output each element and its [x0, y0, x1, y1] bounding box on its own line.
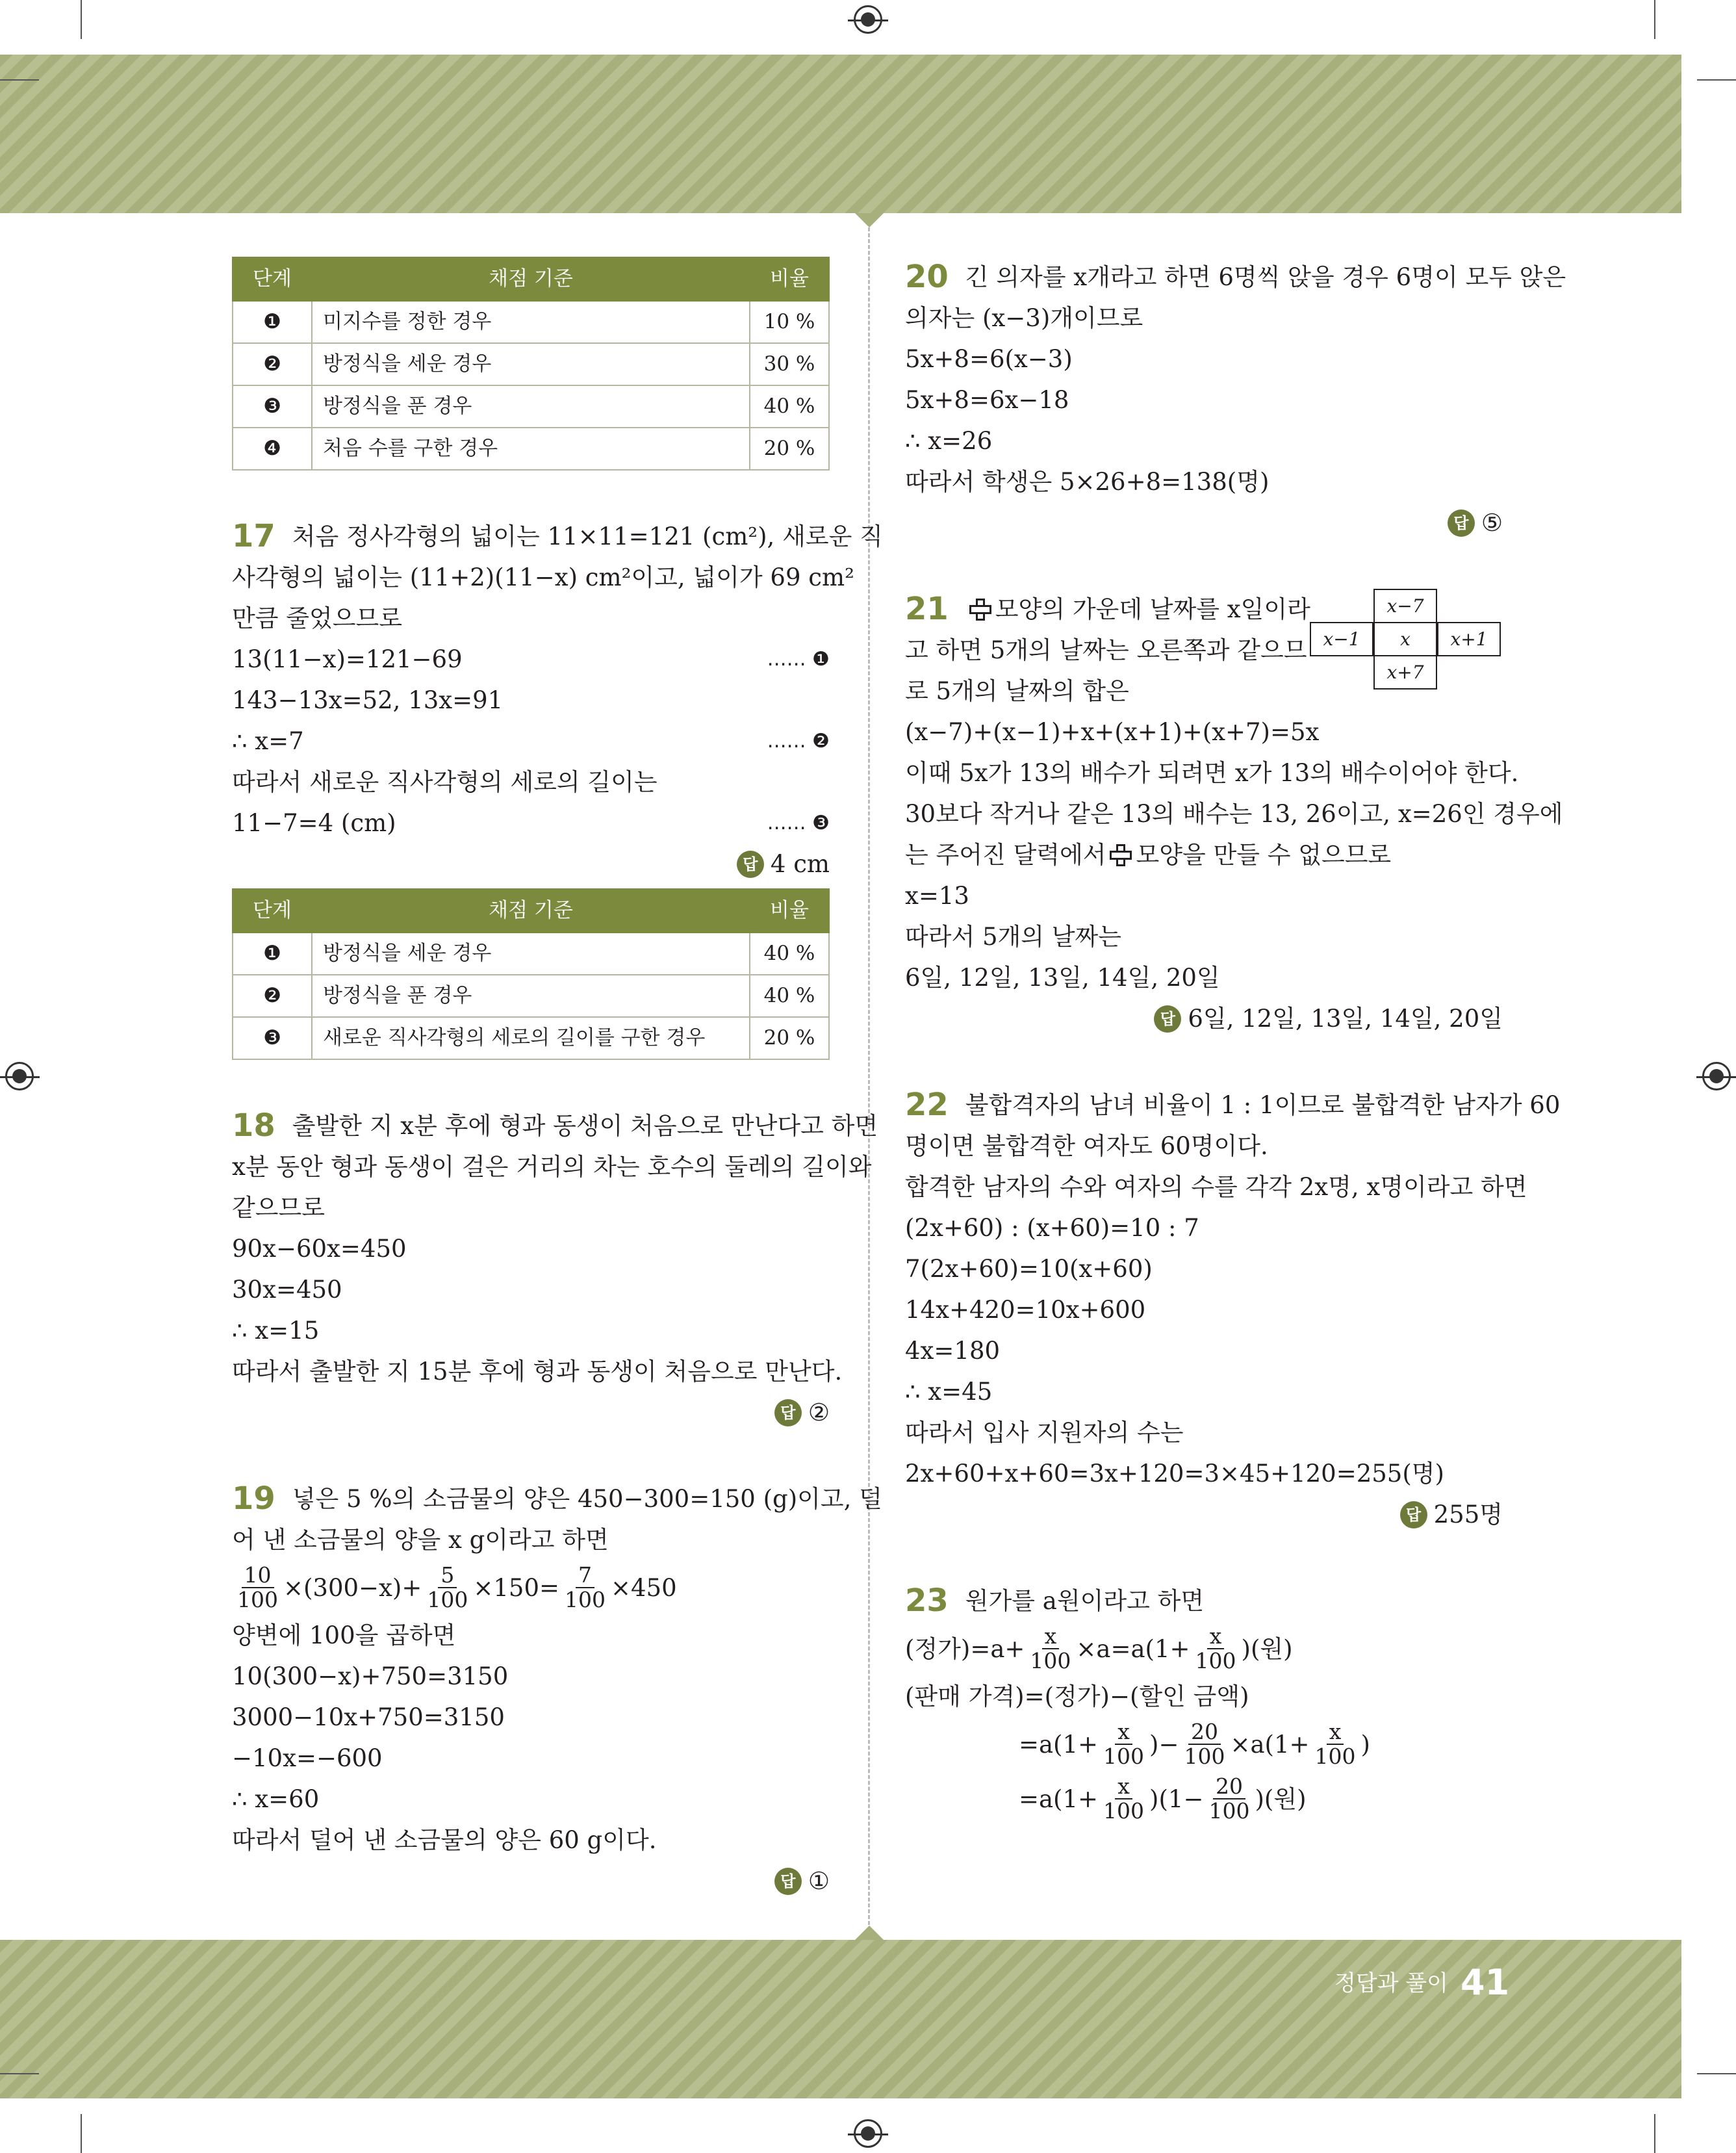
fraction-equation [905, 1621, 1503, 1676]
denominator: 100 [1103, 1744, 1145, 1769]
solution-line: 로 5개의 날짜의 합은 [905, 677, 1129, 705]
solution-line: 5x+8=6x−18 [905, 386, 1069, 414]
table-row [233, 301, 829, 343]
solution-line: 모양을 만들 수 없으므로 [1136, 841, 1392, 869]
equation-part: (정가)=a+ [905, 1634, 1025, 1663]
denominator: 100 [1208, 1798, 1250, 1824]
footer-notch [855, 1926, 884, 1940]
problem-number: 21 [905, 591, 949, 627]
solution-line: 고 하면 5개의 날짜는 오른쪽과 같으므 [905, 636, 1307, 664]
problem-number: 20 [905, 259, 949, 295]
criteria-cell: 새로운 직사각형의 세로의 길이를 구한 경우 [312, 1017, 750, 1059]
solution-line: 명이면 불합격한 여자도 60명이다. [905, 1132, 1268, 1160]
table-row [233, 1017, 829, 1059]
answer-badge-icon: 답 [1448, 509, 1475, 537]
step-cell: ❶ [233, 301, 312, 343]
header-notch [855, 213, 884, 227]
answer-badge-icon: 답 [737, 851, 764, 878]
solution-line: 90x−60x=450 [232, 1235, 407, 1263]
solution-line: 11−7=4 (cm) [232, 809, 396, 837]
table-header: 단계 [233, 889, 312, 933]
equation-part: =a(1+ [1019, 1730, 1099, 1759]
solution-line: 따라서 새로운 직사각형의 세로의 길이는 [232, 768, 657, 796]
answer-value: ② [808, 1399, 830, 1426]
registration-mark-icon [5, 1062, 34, 1090]
answer-badge-icon: 답 [774, 1868, 802, 1895]
numerator: x [1042, 1625, 1060, 1649]
registration-mark-icon [854, 5, 882, 34]
ratio-cell: 20 % [750, 428, 829, 470]
problem-17 [232, 516, 883, 884]
calendar-cell-left: x−1 [1310, 622, 1373, 656]
table-header: 단계 [233, 257, 312, 301]
answer [905, 502, 1503, 543]
step-cell: ❹ [233, 428, 312, 470]
ratio-cell: 40 % [750, 975, 829, 1017]
problem-22 [905, 1085, 1561, 1535]
step-cell: ❸ [233, 1017, 312, 1059]
table-row [233, 975, 829, 1017]
solution-line: x분 동안 형과 동생이 걸은 거리의 차는 호수의 둘레의 길이와 [232, 1153, 872, 1181]
numerator: 5 [438, 1564, 457, 1588]
problem-number: 17 [232, 518, 275, 554]
solution-line: 넣은 5 %의 소금물의 양은 450−300=150 (g)이고, 덜 [292, 1485, 882, 1513]
solution-line: 따라서 학생은 5×26+8=138(명) [905, 468, 1270, 496]
solution-line: 14x+420=10x+600 [905, 1296, 1146, 1324]
solution-line: 출발한 지 x분 후에 형과 동생이 처음으로 만난다고 하면 [292, 1112, 878, 1140]
column-divider [868, 227, 870, 1925]
solution-line: 의자는 (x−3)개이므로 [905, 304, 1143, 332]
problem-19 [232, 1478, 882, 1902]
criteria-cell: 미지수를 정한 경우 [312, 301, 750, 343]
solution-line: 모양의 가운데 날짜를 x일이라 [995, 595, 1310, 623]
problem-20 [905, 257, 1566, 543]
answer-value: ⑤ [1481, 509, 1503, 537]
solution-line: 2x+60+x+60=3x+120=3×45+120=255(명) [905, 1460, 1444, 1488]
solution-line: 5x+8=6(x−3) [905, 345, 1073, 373]
criteria-cell: 처음 수를 구한 경우 [312, 428, 750, 470]
numerator: x [1115, 1720, 1132, 1745]
denominator: 100 [1103, 1798, 1145, 1824]
table-row [233, 385, 829, 428]
equation-part: ) [1360, 1730, 1370, 1759]
trim-mark [1697, 79, 1736, 81]
solution-line: −10x=−600 [232, 1744, 383, 1772]
solution-line: 3000−10x+750=3150 [232, 1703, 505, 1731]
table-row [233, 343, 829, 385]
criteria-cell: 방정식을 세운 경우 [312, 933, 750, 975]
problem-21 [905, 589, 1563, 1039]
cross-shape-icon [1110, 844, 1132, 866]
table-header: 비율 [750, 889, 829, 933]
solution-line: (x−7)+(x−1)+x+(x+1)+(x+7)=5x [905, 718, 1320, 746]
left-column [232, 257, 883, 1902]
solution-line: 따라서 출발한 지 15분 후에 형과 동생이 처음으로 만난다. [232, 1358, 843, 1386]
solution-line: 30x=450 [232, 1276, 342, 1304]
solution-line: x=13 [905, 882, 969, 910]
denominator: 100 [427, 1587, 468, 1612]
solution-line: 따라서 덜어 낸 소금물의 양은 60 g이다. [232, 1826, 657, 1854]
equation-part: =a(1+ [1019, 1785, 1099, 1813]
denominator: 100 [1195, 1648, 1236, 1673]
answer [905, 998, 1503, 1039]
problem-number: 19 [232, 1480, 275, 1517]
solution-line: 불합격자의 남녀 비율이 1 : 1이므로 불합격한 남자가 60 [965, 1091, 1561, 1119]
denominator: 100 [1030, 1648, 1071, 1673]
equation-part: )(1− [1149, 1785, 1204, 1813]
equation-part: ×(300−x)+ [283, 1573, 422, 1602]
solution-line: 10(300−x)+750=3150 [232, 1662, 509, 1690]
solution-line: 만큼 줄었으므로 [232, 604, 402, 632]
denominator: 100 [1314, 1744, 1356, 1769]
denominator: 100 [237, 1587, 278, 1612]
step-cell: ❷ [233, 975, 312, 1017]
numerator: x [1115, 1775, 1132, 1799]
solution-line: ∴ x=15 [232, 1317, 320, 1345]
denominator: 100 [565, 1587, 606, 1612]
problem-18 [232, 1105, 878, 1433]
ratio-cell: 40 % [750, 933, 829, 975]
equation-part: ×150= [473, 1573, 560, 1602]
solution-line: 원가를 a원이라고 하면 [965, 1587, 1205, 1615]
solution-line: 13(11−x)=121−69 [232, 645, 463, 673]
answer [232, 1392, 830, 1433]
solution-line: 7(2x+60)=10(x+60) [905, 1255, 1153, 1283]
problem-number: 23 [905, 1582, 949, 1619]
numerator: x [1207, 1625, 1225, 1649]
solution-line: 6일, 12일, 13일, 14일, 20일 [905, 964, 1220, 992]
answer-value: 6일, 12일, 13일, 14일, 20일 [1188, 1005, 1503, 1033]
solution-line: 이때 5x가 13의 배수가 되려면 x가 13의 배수이어야 한다. [905, 759, 1519, 787]
solution-line: 합격한 남자의 수와 여자의 수를 각각 2x명, x명이라고 하면 [905, 1173, 1527, 1201]
solution-line: ∴ x=7 [232, 727, 304, 755]
solution-line: (2x+60) : (x+60)=10 : 7 [905, 1214, 1199, 1242]
solution-line: ∴ x=45 [905, 1378, 993, 1406]
table-header: 채점 기준 [312, 889, 750, 933]
answer [905, 1494, 1503, 1535]
fraction-equation [905, 1717, 1503, 1772]
criteria-cell: 방정식을 세운 경우 [312, 343, 750, 385]
trim-mark [1654, 2114, 1655, 2153]
equation-part: )(원) [1255, 1785, 1307, 1813]
equation-part: )(원) [1241, 1634, 1293, 1663]
answer [232, 1861, 830, 1902]
header-band [0, 55, 1681, 213]
criteria-cell: 방정식을 푼 경우 [312, 975, 750, 1017]
trim-mark [0, 2073, 39, 2074]
numerator: 7 [576, 1564, 594, 1588]
step-marker: …… ❶ [767, 648, 830, 671]
trim-mark [1697, 2073, 1736, 2074]
solution-line: ∴ x=26 [905, 427, 993, 455]
equation-part: )− [1149, 1730, 1179, 1759]
grading-table-17 [232, 888, 830, 1060]
table-header: 비율 [750, 257, 829, 301]
numerator: 10 [242, 1564, 274, 1588]
step-cell: ❷ [233, 343, 312, 385]
solution-line: (판매 가격)=(정가)−(할인 금액) [905, 1682, 1249, 1710]
solution-line: 따라서 입사 지원자의 수는 [905, 1419, 1184, 1447]
footer-section-label: 정답과 풀이 [1334, 1970, 1449, 1996]
solution-line: 같으므로 [232, 1194, 325, 1222]
answer-value: 255명 [1433, 1501, 1503, 1528]
trim-mark [1654, 0, 1655, 39]
solution-line: 143−13x=52, 13x=91 [232, 686, 504, 714]
numerator: 20 [1188, 1720, 1221, 1745]
trim-mark [81, 0, 82, 39]
criteria-cell: 방정식을 푼 경우 [312, 385, 750, 428]
table-header: 채점 기준 [312, 257, 750, 301]
equation-part: ×a=a(1+ [1076, 1634, 1190, 1663]
ratio-cell: 40 % [750, 385, 829, 428]
solution-line: 4x=180 [905, 1337, 1001, 1365]
ratio-cell: 30 % [750, 343, 829, 385]
registration-mark-icon [1702, 1062, 1731, 1090]
problem-23 [905, 1580, 1503, 1826]
solution-line: 어 낸 소금물의 양을 x g이라고 하면 [232, 1526, 609, 1554]
answer [232, 844, 830, 884]
problem-number: 22 [905, 1087, 949, 1123]
equation-part: ×450 [611, 1573, 677, 1602]
answer-value: 4 cm [770, 850, 830, 878]
calendar-cell-center: x [1373, 622, 1437, 656]
footer-band [0, 1940, 1681, 2098]
solution-line: 양변에 100을 곱하면 [232, 1621, 456, 1649]
cross-shape-icon [969, 599, 991, 621]
solution-line: 30보다 작거나 같은 13의 배수는 13, 26이고, x=26인 경우에 [905, 800, 1563, 828]
fraction-equation [905, 1772, 1503, 1826]
solution-line: 처음 정사각형의 넓이는 11×11=121 (cm²), 새로운 직 [292, 522, 883, 550]
fraction-equation [232, 1560, 830, 1615]
step-cell: ❶ [233, 933, 312, 975]
table-row [233, 933, 829, 975]
trim-mark [0, 79, 39, 81]
numerator: 20 [1213, 1775, 1245, 1799]
solution-line: 는 주어진 달력에서 [905, 841, 1106, 869]
right-column [905, 257, 1566, 1826]
problem-number: 18 [232, 1107, 275, 1144]
table-row [233, 428, 829, 470]
answer-badge-icon: 답 [1154, 1005, 1181, 1033]
grading-table-16 [232, 257, 830, 471]
step-marker: …… ❷ [767, 730, 830, 753]
step-marker: …… ❸ [767, 812, 830, 834]
calendar-cell-right: x+1 [1437, 622, 1501, 656]
answer-badge-icon: 답 [1400, 1501, 1427, 1528]
page-number: 41 [1461, 1962, 1510, 2003]
trim-mark [81, 2114, 82, 2153]
answer-value: ① [808, 1867, 830, 1895]
calendar-cell-bottom: x+7 [1373, 655, 1437, 690]
solution-line: ∴ x=60 [232, 1785, 320, 1813]
equation-part: ×a(1+ [1230, 1730, 1310, 1759]
solution-line: 따라서 5개의 날짜는 [905, 923, 1121, 951]
ratio-cell: 20 % [750, 1017, 829, 1059]
solution-line: 긴 의자를 x개라고 하면 6명씩 앉을 경우 6명이 모두 앉은 [965, 263, 1566, 291]
registration-mark-icon [854, 2119, 882, 2148]
denominator: 100 [1184, 1744, 1225, 1769]
ratio-cell: 10 % [750, 301, 829, 343]
step-cell: ❸ [233, 385, 312, 428]
calendar-cell-top: x−7 [1373, 589, 1437, 623]
answer-badge-icon: 답 [774, 1399, 802, 1426]
solution-line: 사각형의 넓이는 (11+2)(11−x) cm²이고, 넓이가 69 cm² [232, 563, 854, 591]
numerator: x [1327, 1720, 1344, 1745]
